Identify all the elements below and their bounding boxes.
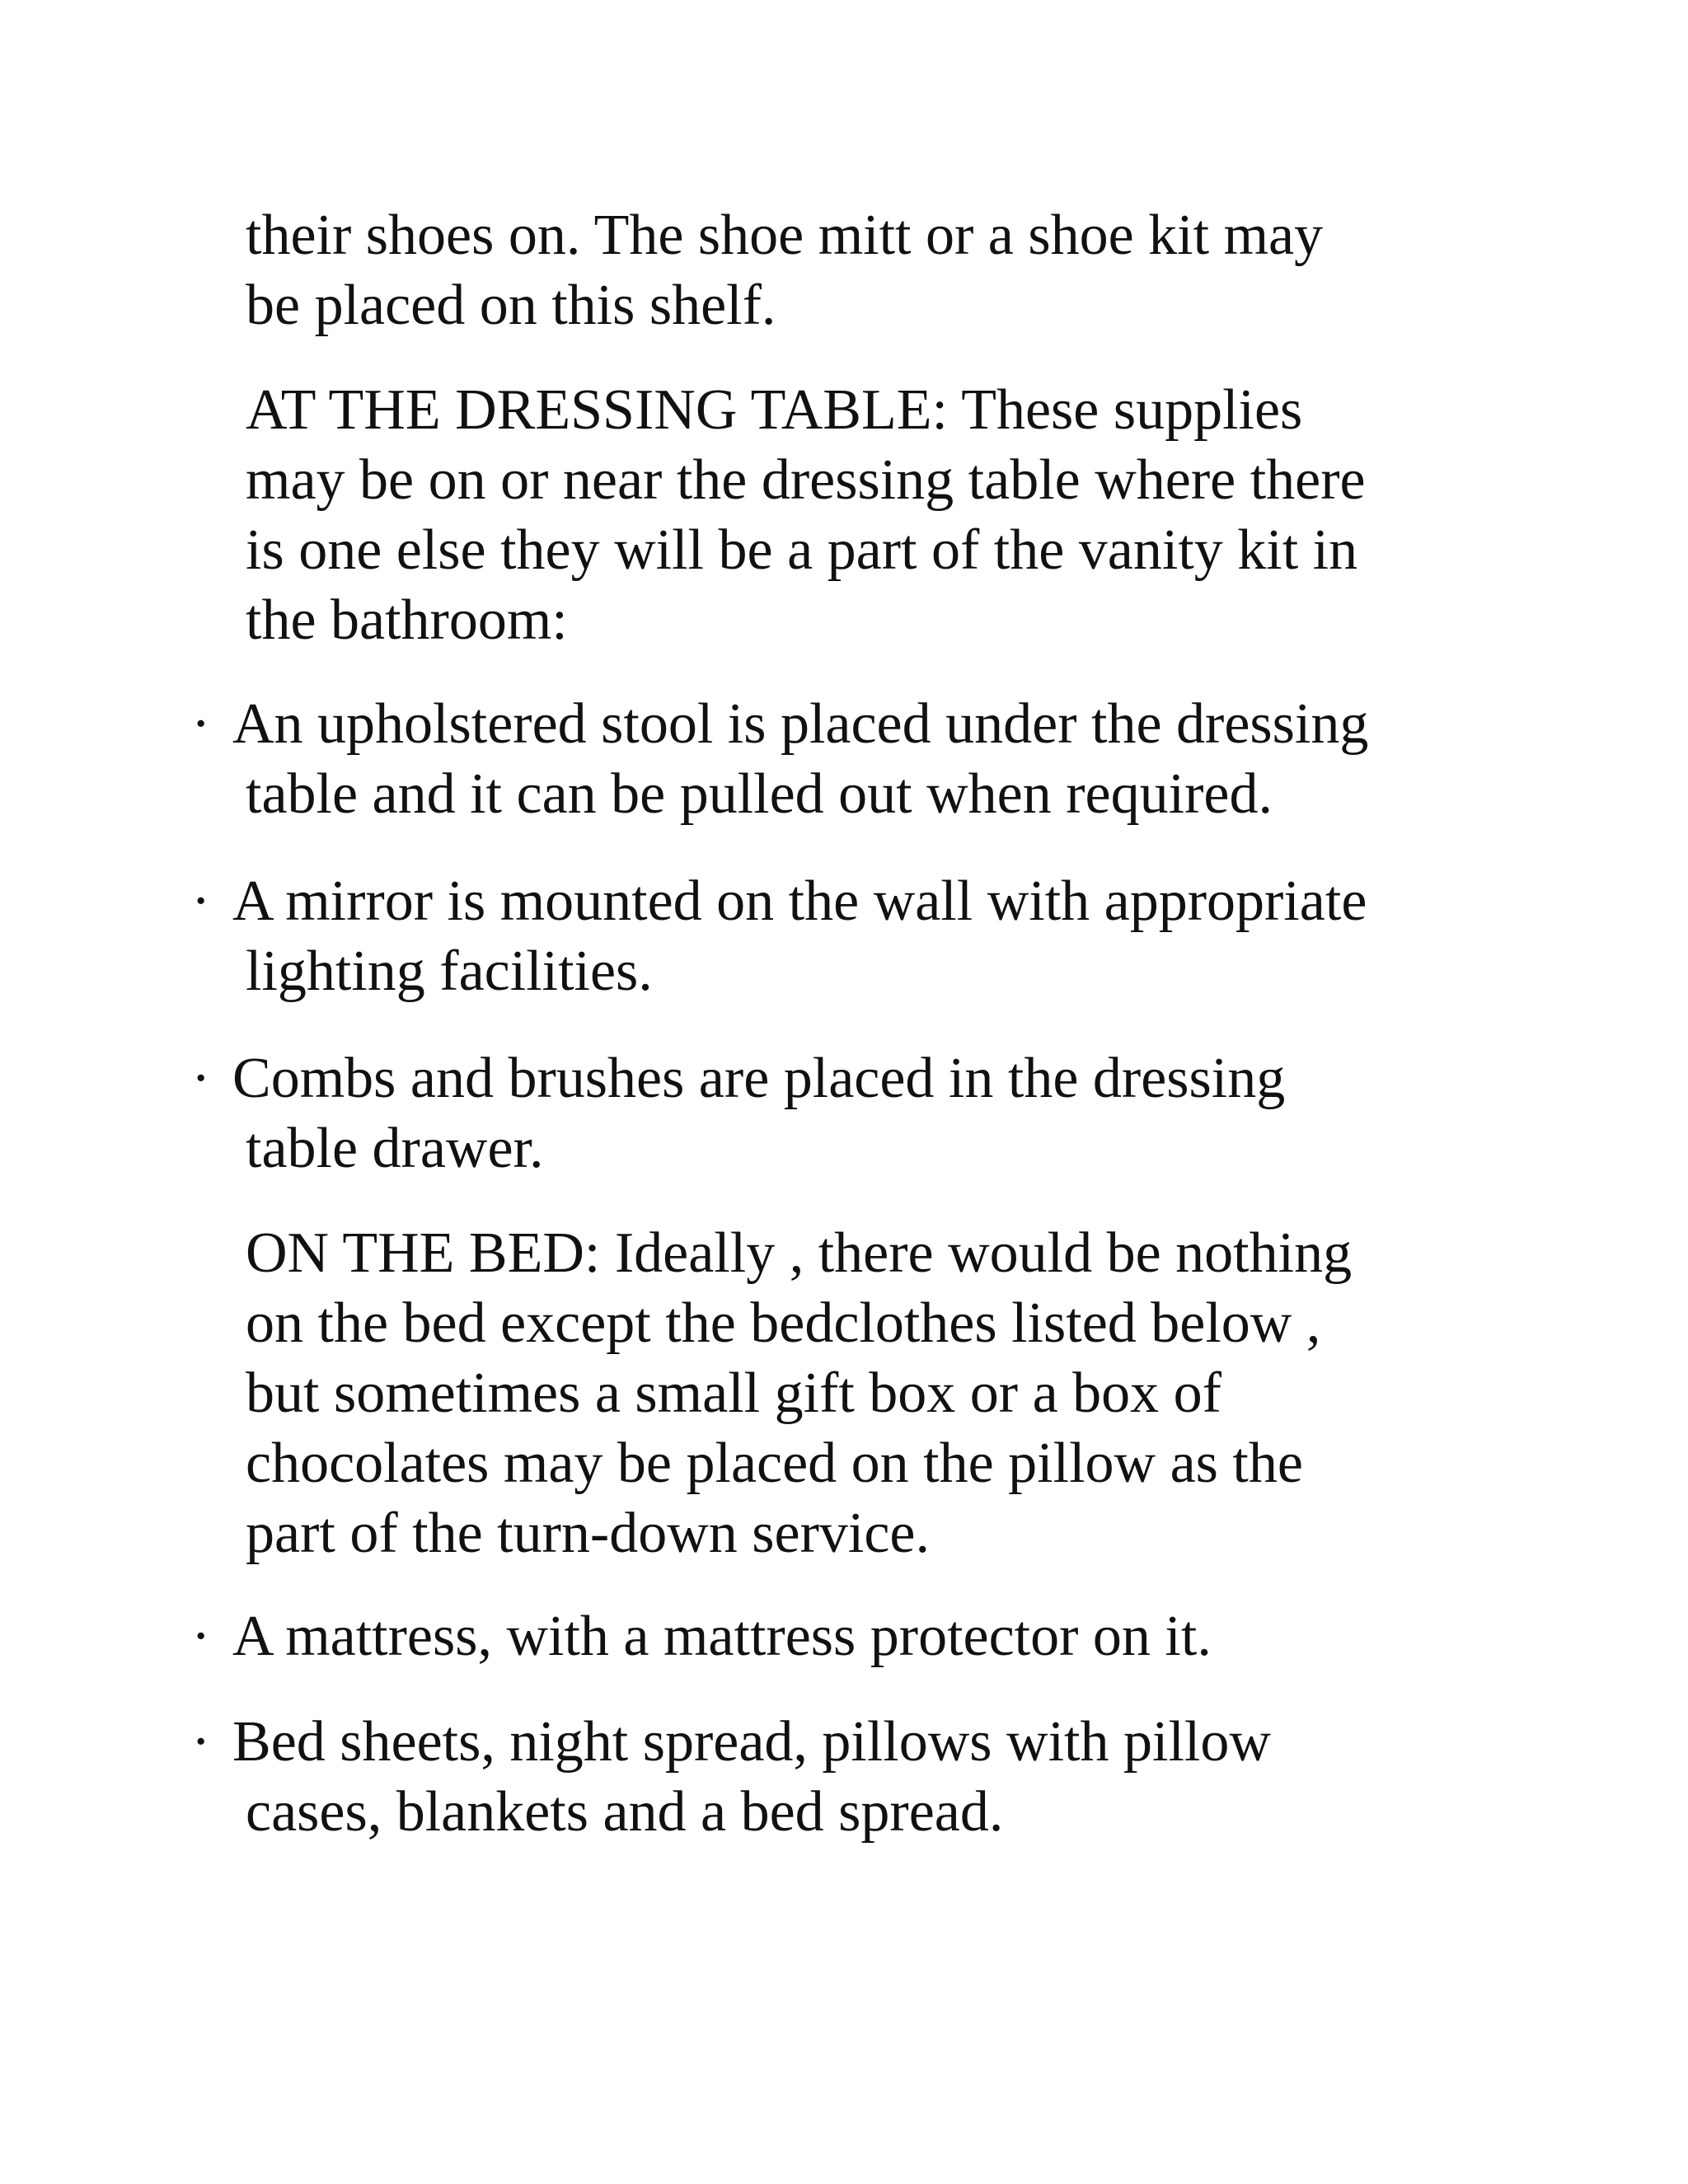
text-line: cases, blankets and a bed spread. — [246, 1780, 1004, 1844]
text-line: ON THE BED: Ideally , there would be nothing — [246, 1221, 1353, 1285]
text-line: on the bed except the bedclothes listed below , — [246, 1291, 1321, 1355]
text-line: table drawer. — [246, 1117, 544, 1180]
bullet-item-bed-sheets — [191, 1707, 1477, 1847]
bullet-dot: · — [191, 869, 211, 933]
bullet-dot: · — [191, 1710, 211, 1774]
text-line: part of the turn-down service. — [246, 1502, 930, 1565]
text-line: be placed on this shelf. — [246, 274, 776, 337]
text-line: A mirror is mounted on the wall with appropriate — [232, 869, 1367, 933]
text-line: but sometimes a small gift box or a box of — [246, 1361, 1221, 1425]
text-line: their shoes on. The shoe mitt or a shoe kit may — [246, 204, 1324, 267]
text-line: may be on or near the dressing table where there — [246, 448, 1366, 512]
text-line: chocolates may be placed on the pillow as the — [246, 1432, 1303, 1495]
paragraph-shoe-shelf — [246, 200, 1482, 340]
text-line: table and it can be pulled out when required. — [246, 762, 1273, 826]
bullet-dot: · — [191, 1047, 211, 1110]
text-line: An upholstered stool is placed under the dressing — [232, 692, 1369, 756]
text-line: Bed sheets, night spread, pillows with pillow — [232, 1710, 1271, 1774]
bullet-item-mirror — [191, 866, 1477, 1006]
paragraph-dressing-table — [246, 375, 1482, 655]
bullet-dot: · — [191, 1605, 211, 1668]
text-line: is one else they will be a part of the vanity kit in — [246, 518, 1358, 582]
paragraph-on-the-bed — [246, 1218, 1482, 1568]
bullet-item-stool — [191, 689, 1477, 829]
text-line: the bathroom: — [246, 588, 568, 652]
text-line: A mattress, with a mattress protector on it. — [232, 1605, 1212, 1668]
text-line: lighting facilities. — [246, 940, 653, 1003]
bullet-item-mattress — [191, 1601, 1477, 1671]
text-line: Combs and brushes are placed in the dressing — [232, 1047, 1286, 1110]
text-line: AT THE DRESSING TABLE: These supplies — [246, 378, 1303, 442]
bullet-item-combs — [191, 1043, 1477, 1183]
bullet-dot: · — [191, 692, 211, 756]
